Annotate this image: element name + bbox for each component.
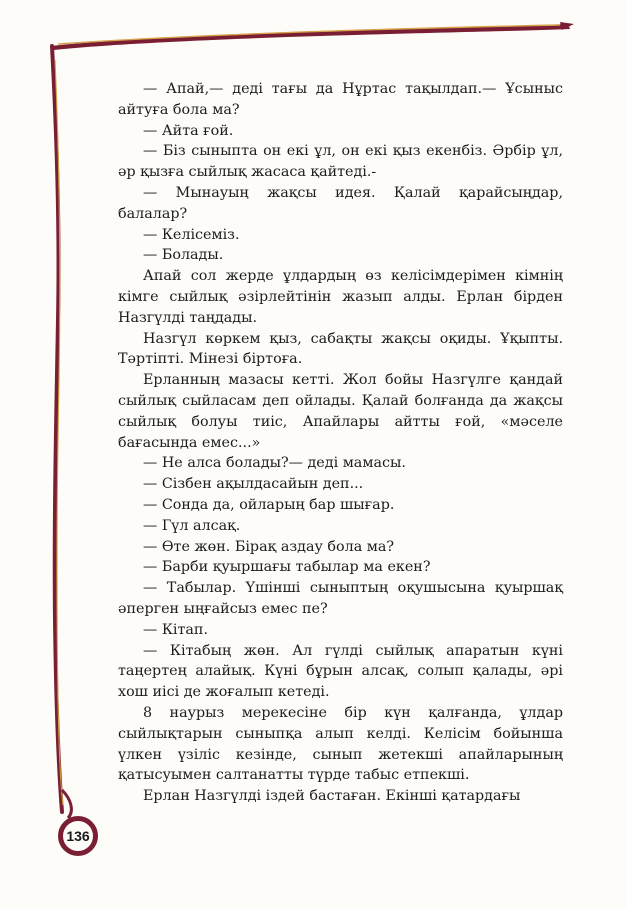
paragraph: Ерлан Назгүлді іздей бастаған. Екінші қатардағы — [143, 788, 521, 805]
left-brush-stroke — [52, 46, 62, 812]
paragraph: — Келісеміз. — [143, 226, 240, 243]
paragraph: 8 наурыз мерекесіне бір күн қалғанда, ұлдар сыйлықтарын сыныпқа алып келді. Келісім бойынша үлкен үзіліс кезінде, сынып жетекші апайларының қатысуымен салтанатты түрде табыс етпекші. — [118, 704, 563, 784]
paragraph: — Болады. — [143, 247, 224, 264]
paragraph: — Біз сыныпта он екі ұл, он екі қыз екенбіз. Әрбір ұл, әр қызға сыйлық жасаса қайтеді.- — [118, 143, 563, 181]
paragraph: — Не алса болады?— деді мамасы. — [143, 455, 406, 472]
top-brush-stroke — [50, 24, 570, 50]
paragraph: Апай сол жерде ұлдардың өз келісімдерімен кімнің кімге сыйлық әзірлейтінін жазып алды. Ерлан бірден Назгүлді таңдады. — [118, 268, 563, 326]
paragraph: Назгүл көркем қыз, сабақты жақсы оқиды. Ұқыпты. Тәртіпті. Мінезі біртоға. — [118, 330, 563, 368]
paragraph: — Барби қуыршағы табылар ма екен? — [143, 559, 431, 576]
page-body — [118, 79, 563, 807]
paragraph: — Апай,— деді тағы да Нұртас тақылдап.— Ұсыныс айтуға бола ма? — [118, 81, 563, 118]
paragraph: — Сізбен ақылдасайын деп... — [143, 476, 364, 493]
paragraph: — Гүл алсақ. — [143, 517, 241, 534]
paragraph: — Сонда да, ойларың бар шығар. — [143, 496, 395, 513]
page-number: 136 — [58, 816, 98, 856]
paragraph: — Кітап. — [143, 621, 208, 638]
paragraph: — Өте жөн. Бірақ аздау бола ма? — [143, 538, 395, 555]
paragraph: — Айта ғой. — [143, 122, 234, 139]
paragraph: — Мынауың жақсы идея. Қалай қарайсыңдар, балалар? — [118, 184, 563, 222]
paragraph: — Табылар. Үшінші сыныптың оқушысына қуыршақ әперген ыңғайсыз емес пе? — [118, 580, 563, 617]
paragraph: Ерланның мазасы кетті. Жол бойы Назгүлге қандай сыйлық сыйласам деп ойлады. Қалай болғанда да жақсы сыйлық болуы тиіс, Апайлары айтты ғой, «мәселе бағасында емес...» — [118, 372, 563, 451]
paragraph: — Кітабың жөн. Ал гүлді сыйлық апаратын күні таңертең алайық. Күні бұрын алсақ, солып қалады, әрі хош иісі де жоғалып кетеді. — [118, 642, 563, 701]
